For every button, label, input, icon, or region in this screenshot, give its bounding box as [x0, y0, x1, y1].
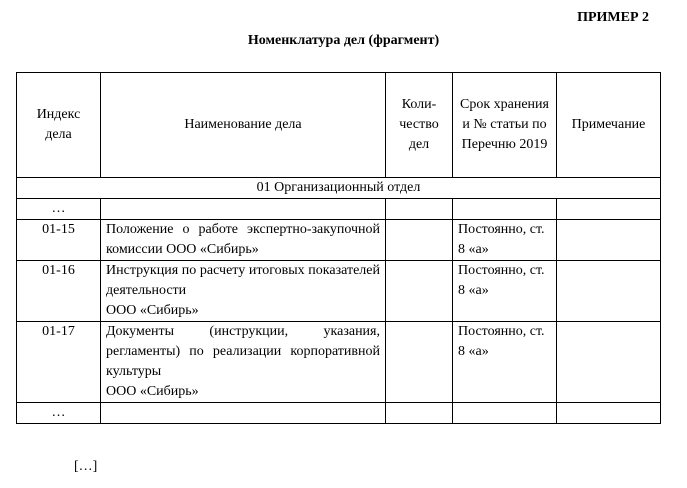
- row-index: 01-17: [17, 322, 101, 403]
- row-name-line: ООО «Сибирь»: [106, 384, 199, 399]
- header-index: Индекс дела: [17, 73, 101, 178]
- section-row: [17, 178, 661, 199]
- empty-cell: [557, 403, 661, 424]
- row-name-line: ООО «Сибирь»: [106, 303, 199, 318]
- empty-cell: [386, 199, 453, 220]
- row-name-line: Инструкция по расчету итоговых показателей деятельности: [106, 263, 380, 298]
- row-index: 01-15: [17, 220, 101, 261]
- row-term: Постоянно, ст. 8 «а»: [453, 261, 557, 322]
- row-count: [386, 322, 453, 403]
- header-term: Срок хранения и № статьи по Перечню 2019: [453, 73, 557, 178]
- table-row: [17, 261, 661, 322]
- row-name: [101, 322, 386, 403]
- empty-cell: [557, 199, 661, 220]
- ellipsis-cell: …: [17, 199, 101, 220]
- row-note: [557, 322, 661, 403]
- empty-cell: [453, 199, 557, 220]
- row-index: 01-16: [17, 261, 101, 322]
- nomenclature-table: [16, 72, 661, 424]
- empty-cell: [101, 199, 386, 220]
- empty-cell: [386, 403, 453, 424]
- trailing-ellipsis: […]: [74, 459, 98, 474]
- section-title: 01 Организационный отдел: [17, 178, 661, 199]
- row-name-line: Документы (инструкции, указания, регламенты) по реализации корпоративной культуры: [106, 324, 380, 379]
- row-name: Положение о работе экспертно-закупочной комиссии ООО «Сибирь»: [101, 220, 386, 261]
- header-count: Коли-чество дел: [386, 73, 453, 178]
- row-note: [557, 220, 661, 261]
- header-row: [17, 73, 661, 178]
- header-name: Наименование дела: [101, 73, 386, 178]
- example-label: ПРИМЕР 2: [577, 10, 649, 25]
- row-count: [386, 261, 453, 322]
- empty-cell: [101, 403, 386, 424]
- row-term: Постоянно, ст. 8 «а»: [453, 322, 557, 403]
- table-row: [17, 322, 661, 403]
- document-title: Номенклатура дел (фрагмент): [247, 33, 440, 48]
- row-term: Постоянно, ст. 8 «а»: [453, 220, 557, 261]
- table-row: [17, 220, 661, 261]
- header-note: Примечание: [557, 73, 661, 178]
- row-name: [101, 261, 386, 322]
- row-note: [557, 261, 661, 322]
- ellipsis-row: [17, 403, 661, 424]
- row-count: [386, 220, 453, 261]
- ellipsis-row: [17, 199, 661, 220]
- empty-cell: [453, 403, 557, 424]
- ellipsis-cell: …: [17, 403, 101, 424]
